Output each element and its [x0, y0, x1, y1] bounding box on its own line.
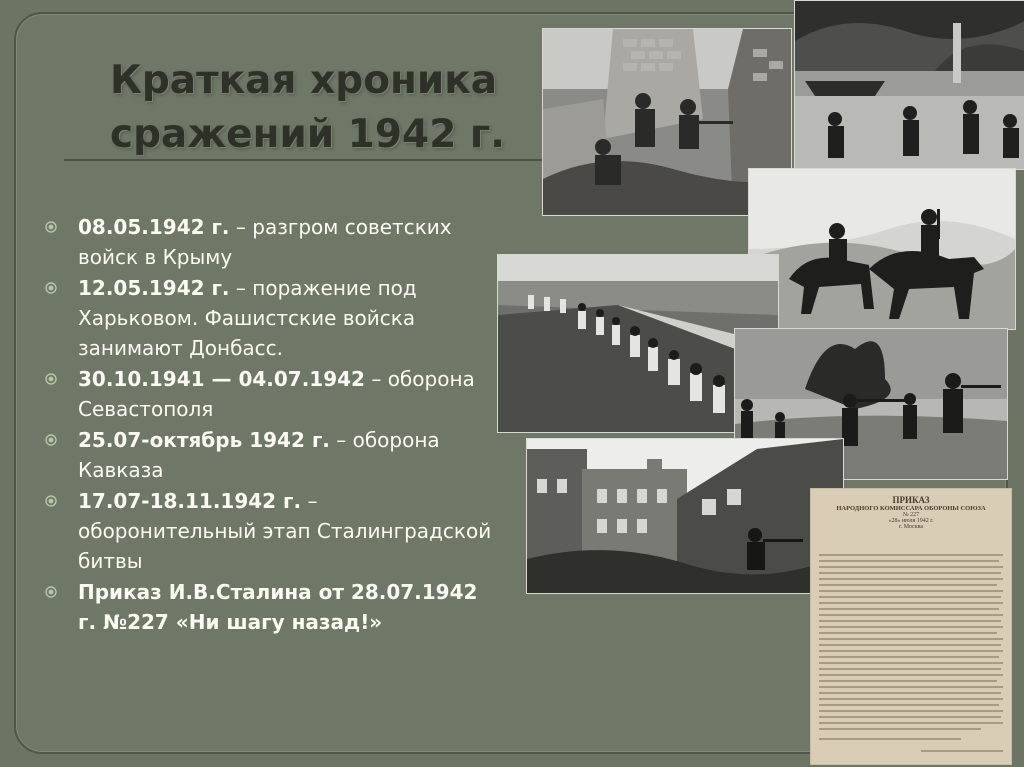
circle-dot-icon [45, 373, 57, 385]
events-list [42, 212, 497, 638]
title-line-1: Краткая хроника [110, 58, 498, 103]
event-date: 12.05.1942 г. [78, 276, 230, 300]
photo-ruined-city [526, 438, 844, 594]
document-heading-1: ПРИКАЗ [892, 495, 930, 505]
circle-dot-icon [45, 495, 57, 507]
title-underline [64, 159, 544, 161]
list-item [42, 425, 497, 485]
event-date: 25.07-октябрь 1942 г. [78, 428, 330, 452]
event-text: – оборонительный этап Сталинградской битвы [78, 489, 492, 573]
event-date: 17.07-18.11.1942 г. [78, 489, 302, 513]
circle-dot-icon [45, 221, 57, 233]
document-number: № 227 [902, 512, 920, 518]
list-item [42, 212, 497, 272]
list-item [42, 486, 497, 576]
event-text: – поражение под Харьковом. Фашистские войска занимают Донбасс. [78, 276, 417, 360]
event-text: – оборона Кавказа [78, 428, 440, 482]
list-item [42, 577, 497, 637]
event-text: – разгром советских войск в Крыму [78, 215, 452, 269]
document-heading-2: НАРОДНОГО КОМИССАРА ОБОРОНЫ СОЮЗА [836, 505, 986, 512]
event-text: – оборона Севастополя [78, 367, 475, 421]
event-date: 30.10.1941 — 04.07.1942 [78, 367, 365, 391]
event-date: 08.05.1942 г. [78, 215, 230, 239]
event-date: Приказ И.В.Сталина от 28.07.1942 г. №227 «Ни шагу назад!» [78, 580, 478, 634]
document-place: г. Москва [898, 524, 924, 530]
photo-cavalry-mountains [748, 168, 1016, 330]
circle-dot-icon [45, 434, 57, 446]
list-item [42, 364, 497, 424]
photo-sea-battle [794, 0, 1024, 170]
slide-title [110, 54, 530, 162]
circle-dot-icon [45, 282, 57, 294]
document-order-227 [810, 488, 1012, 765]
list-item [42, 273, 497, 363]
title-line-2: сражений 1942 г. [110, 112, 506, 157]
circle-dot-icon [45, 586, 57, 598]
document-date: «28» июля 1942 г. [888, 518, 934, 524]
